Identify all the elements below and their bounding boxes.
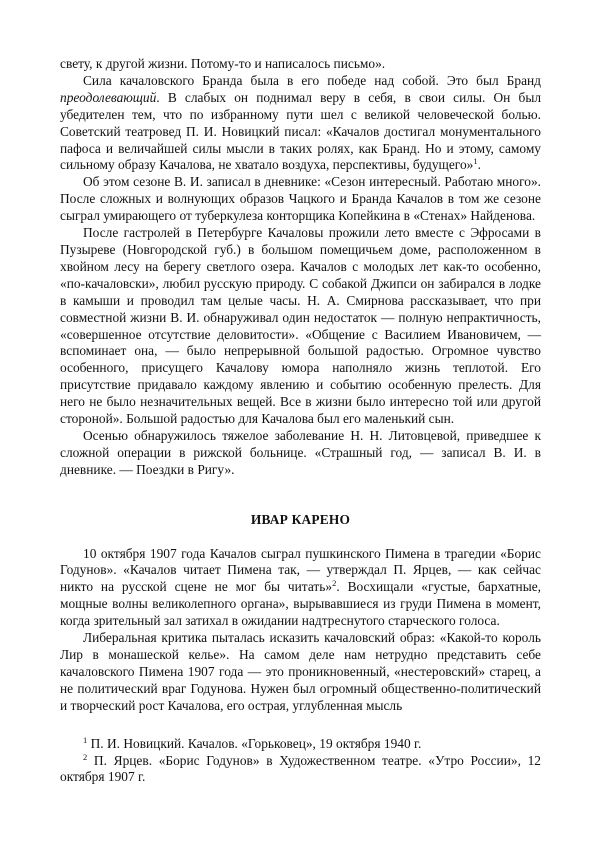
- body-text-top: [60, 56, 541, 479]
- footnote-marker: 1: [83, 734, 88, 745]
- text-run: . Восхищали «густые, бархатные, мощные волны великолепного органа», вырывавшиеся из груди Пимена в момент, когда зрительный зал затихал в ожидании надтреснутого старческого голоса.: [60, 579, 541, 629]
- section-heading: ИВАР КАРЕНО: [250, 511, 351, 527]
- paragraph-season-diary: [60, 174, 541, 225]
- footnote-1: [60, 736, 541, 753]
- text-run: Об этом сезоне В. И. записал в дневнике: «Сезон интересный. Работаю много». После сложных и волнующих образов Чацкого и Бранда Качалов в том же сезоне сыграл умирающего от туберкулеза конторщика Копейкина в «Стенах» Найденова.: [60, 174, 541, 224]
- text-run: Осенью обнаружилось тяжелое заболевание Н. Н. Литовцевой, приведшее к сложной операции в рижской больнице. «Страшный год, — записал В. И. в дневнике. — Поездки в Ригу».: [60, 427, 541, 477]
- text-run: П. И. Новицкий. Качалов. «Горьковец», 19 октября 1940 г.: [87, 735, 422, 751]
- paragraph-liberal-critique: [60, 630, 541, 715]
- text-run: После гастролей в Петербурге Качаловы прожили лето вместе с Эфросами в Пузыреве (Новгородской губ.) в большом помещичьем доме, расположенном в хвойном лесу на берегу светлого озера. Качалов с молодых лет как-то особенно, «по-качаловски», любил русскую природу. С собакой Джипси он забирался в лодке в камыши и проводил там целые часы. Н. А. Смирнова рассказывает, что при совместной жизни В. И. обнаруживал один недостаток — полную непрактичность, «совершенное отсутствие деловитости». «Общение с Василием Ивановичем, — вспоминает она, — было непрерывной большой радостью. Огромное чувство особенного, присущего Качалову юмора наполняло жизнь теплотой. Его присутствие придавало каждому явлению и событию особенную прелесть. Для него не было незначительных вещей. Все в жизни было интересно той или другой стороной». Большой радостью для Качалова был его маленький сын.: [60, 225, 541, 427]
- text-run: Сила качаловского Бранда была в его победе над собой. Это был Бранд: [83, 72, 541, 88]
- paragraph-brand: [60, 73, 541, 174]
- text-run: . В слабых он поднимал веру в себя, в свои силы. Он был убедителен тем, что по избранному пути шел с великой человеческой болью. Советский театровед П. И. Новицкий писал: «Качалов достигал монументального пафоса и величайшей силы мысли в таких ролях, как Бранд. Но и этому, самому сильному образу Качалова, не хватало воздуха, перспективы, будущего»: [60, 89, 541, 173]
- footnote-2: [60, 753, 541, 787]
- text-run: Либеральная критика пыталась исказить качаловский образ: «Какой-то король Лир в монашеской келье». На самом деле нам нетрудно представить себе качаловского Пимена 1907 года — это проникновенный, «нестеровский» старец, а не политический враг Годунова. Нужен был огромный общественно-политический и творческий рост Качалова, его острая, углубленная мысль: [60, 630, 541, 713]
- body-text-bottom: [60, 546, 541, 715]
- paragraph-autumn-illness: [60, 428, 541, 479]
- footnote-marker: 2: [83, 751, 88, 762]
- text-run: П. Ярцев. «Борис Годунов» в Художественном театре. «Утро России», 12 октября 1907 г.: [60, 752, 541, 785]
- paragraph-pimen: [60, 546, 541, 631]
- text-run: 10 октября 1907 года Качалов сыграл пушкинского Пимена в трагедии «Борис Годунов». «Качалов читает Пимена так, — утверждал П. Ярцев, — как сейчас никто на русской сцене не мог бы читать»: [60, 545, 541, 595]
- footnotes: [60, 736, 541, 787]
- book-page: [60, 56, 541, 786]
- footnote-marker: 2: [332, 578, 337, 589]
- text-run: свету, к другой жизни. Потому-то и написалось письмо».: [60, 56, 386, 71]
- emphasis-text: преодолевающий: [60, 89, 157, 105]
- text-run: .: [477, 157, 481, 173]
- paragraph-0: [60, 56, 541, 73]
- footnote-marker: 1: [473, 156, 478, 167]
- paragraph-summer-puzyrevo: [60, 225, 541, 428]
